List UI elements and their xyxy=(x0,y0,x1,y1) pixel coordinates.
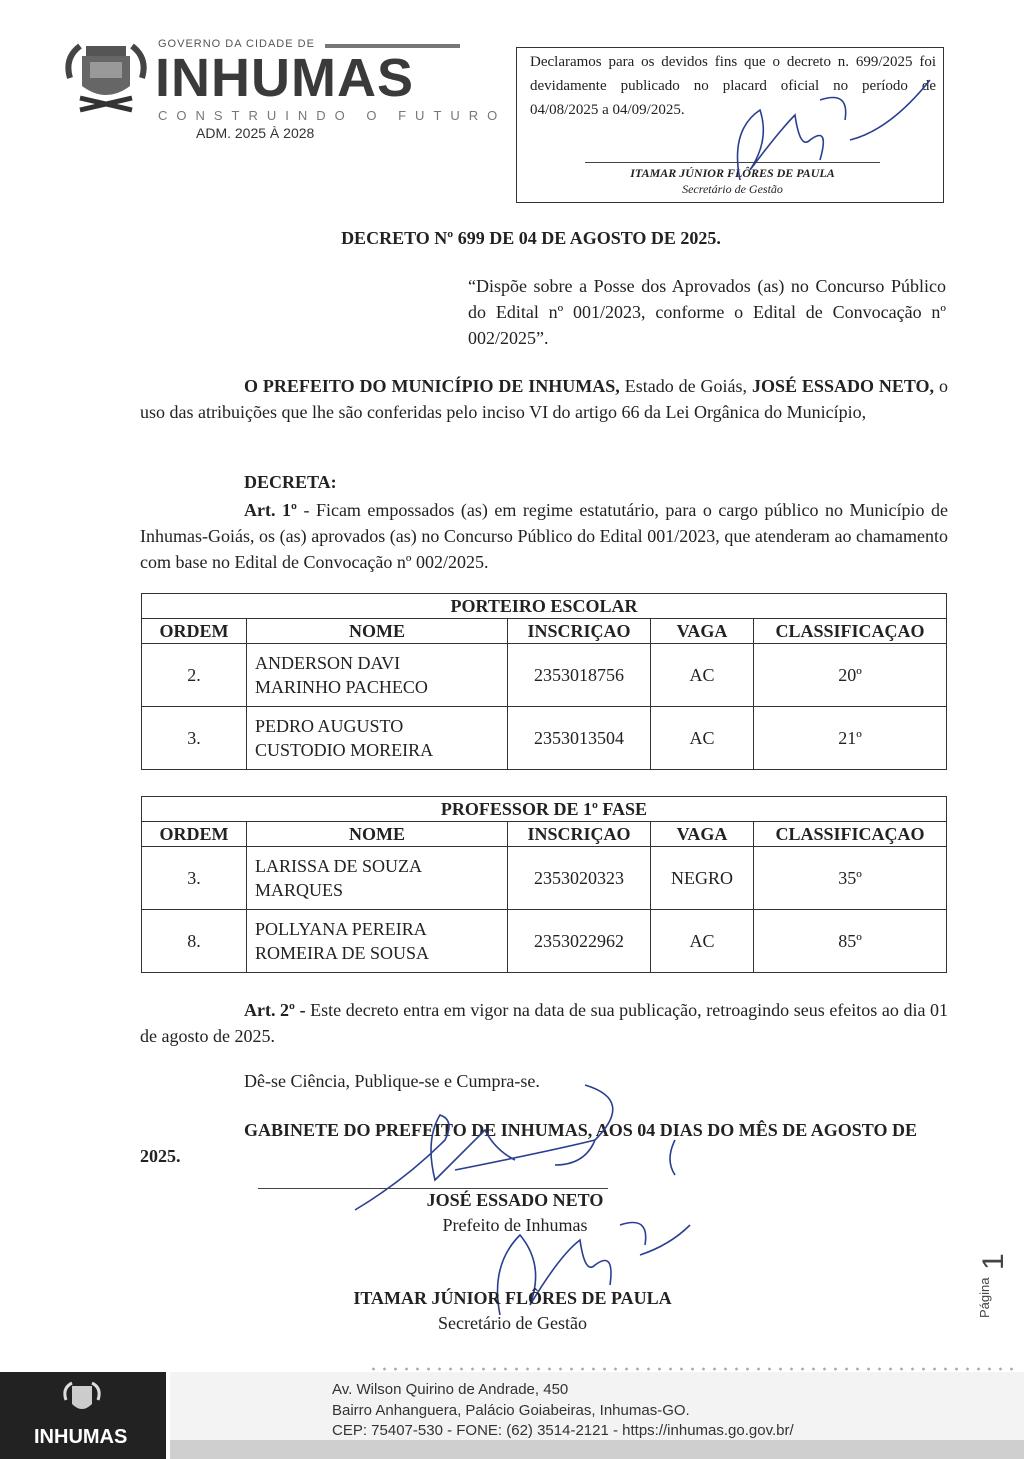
cell-classificacao: 20º xyxy=(754,644,947,707)
city-wordmark: INHUMAS xyxy=(155,48,414,108)
secretary-role: Secretário de Gestão xyxy=(438,1313,587,1333)
column-header-ordem: ORDEM xyxy=(142,822,247,847)
stamp-signer-name: ITAMAR JÚNIOR FLÔRES DE PAULA xyxy=(630,166,835,180)
cell-nome xyxy=(247,910,508,973)
mayor-signature-line xyxy=(258,1188,608,1189)
article-1 xyxy=(140,497,948,575)
cell-classificacao: 85º xyxy=(754,910,947,973)
stamp-handwritten-signature xyxy=(700,70,940,190)
cell-vaga: AC xyxy=(651,910,754,973)
column-header-classificacao: CLASSIFICAÇAO xyxy=(754,619,947,644)
porteiro-escolar-table xyxy=(141,593,947,770)
preamble-mayor-name: JOSÉ ESSADO NETO, xyxy=(751,376,935,396)
closing-formula: Dê-se Ciência, Publique-se e Cumpra-se. xyxy=(244,1071,540,1091)
footer-address-line-3: CEP: 75407-530 - FONE: (62) 3514-2121 - https://inhumas.go.gov.br/ xyxy=(332,1422,794,1439)
article-2 xyxy=(140,997,948,1049)
cell-nome xyxy=(247,707,508,770)
name-line-2: MARQUES xyxy=(255,880,344,900)
article-2-text: Este decreto entra em vigor na data de sua publicação, retroagindo seus efeitos ao dia 01 de agosto de 2025. xyxy=(140,1000,949,1046)
name-line-1: PEDRO AUGUSTO xyxy=(255,716,404,736)
cell-vaga: AC xyxy=(651,707,754,770)
cabinet-dateline: GABINETE DO PREFEITO DE INHUMAS, AOS 04 DIAS DO MÊS DE AGOSTO DE 2025. xyxy=(140,1120,917,1166)
name-line-1: POLLYANA PEREIRA xyxy=(255,919,427,939)
decree-title: DECRETO Nº 699 DE 04 DE AGOSTO DE 2025. xyxy=(341,228,721,248)
stamp-declaration: Declaramos para os devidos fins que o decreto n. 699/2025 foi devidamente publicado no placard oficial no período de 04/08/2025 a 04/09/2025. xyxy=(530,54,936,118)
column-header-classificacao: CLASSIFICAÇAO xyxy=(754,822,947,847)
column-header-ordem: ORDEM xyxy=(142,619,247,644)
professor-1-fase-table xyxy=(141,796,947,973)
preamble-text-2: o uso das atribuições que lhe são conferidas pelo inciso VI do artigo 66 da Lei Orgânica do Município, xyxy=(140,376,948,422)
page-number xyxy=(955,1240,1015,1320)
preamble xyxy=(140,373,948,425)
footer-address-line-1: Av. Wilson Quirino de Andrade, 450 xyxy=(332,1381,569,1398)
decree-summary: “Dispõe sobre a Posse dos Aprovados (as) no Concurso Público do Edital nº 001/2023, conforme o Edital de Convocação nº 002/2025”. xyxy=(468,276,946,348)
footer-address-line-2: Bairro Anhanguera, Palácio Goiabeiras, Inhumas-GO. xyxy=(332,1402,690,1419)
table-row xyxy=(142,707,947,770)
column-header-vaga: VAGA xyxy=(651,822,754,847)
footer-bar xyxy=(170,1440,1024,1459)
cell-classificacao: 21º xyxy=(754,707,947,770)
column-header-inscricao: INSCRIÇAO xyxy=(508,619,651,644)
column-header-inscricao: INSCRIÇAO xyxy=(508,822,651,847)
name-line-2: CUSTODIO MOREIRA xyxy=(255,740,434,760)
mayor-name: JOSÉ ESSADO NETO xyxy=(426,1190,604,1210)
cell-vaga: AC xyxy=(651,644,754,707)
name-line-2: MARINHO PACHECO xyxy=(255,677,428,697)
city-crest-logo xyxy=(60,38,152,120)
government-line: GOVERNO DA CIDADE DE xyxy=(158,38,315,50)
name-line-2: ROMEIRA DE SOUSA xyxy=(255,943,430,963)
footer-crest-icon xyxy=(60,1380,104,1420)
footer-city-wordmark: INHUMAS xyxy=(34,1426,128,1448)
table-row xyxy=(142,910,947,973)
column-header-nome: NOME xyxy=(247,822,508,847)
city-tagline: CONSTRUINDO O FUTURO xyxy=(158,108,507,123)
table-row xyxy=(142,644,947,707)
name-line-1: ANDERSON DAVI xyxy=(255,653,401,673)
cell-nome xyxy=(247,847,508,910)
mayor-role: Prefeito de Inhumas xyxy=(442,1215,588,1235)
column-header-vaga: VAGA xyxy=(651,619,754,644)
cell-inscricao: 2353013504 xyxy=(508,707,651,770)
preamble-text-1: Estado de Goiás, xyxy=(619,376,752,396)
table-caption: PORTEIRO ESCOLAR xyxy=(142,594,947,619)
name-line-1: LARISSA DE SOUZA xyxy=(255,856,423,876)
cell-inscricao: 2353020323 xyxy=(508,847,651,910)
secretary-name: ITAMAR JÚNIOR FLÔRES DE PAULA xyxy=(353,1288,672,1308)
cell-classificacao: 35º xyxy=(754,847,947,910)
cell-ordem: 3. xyxy=(142,847,247,910)
cell-nome xyxy=(247,644,508,707)
page-number-value: 1 xyxy=(977,1253,1010,1270)
stamp-signer-role: Secretário de Gestão xyxy=(682,182,783,196)
preamble-authority: O PREFEITO DO MUNICÍPIO DE INHUMAS, xyxy=(244,376,620,396)
page-label: Página xyxy=(977,1277,992,1318)
article-2-label: Art. 2º - xyxy=(244,1000,306,1020)
cell-vaga: NEGRO xyxy=(651,847,754,910)
decreta-heading: DECRETA: xyxy=(244,472,337,492)
cell-ordem: 2. xyxy=(142,644,247,707)
cell-inscricao: 2353022962 xyxy=(508,910,651,973)
article-1-label: Art. 1º xyxy=(244,500,297,520)
table-row xyxy=(142,847,947,910)
cell-ordem: 3. xyxy=(142,707,247,770)
cell-inscricao: 2353018756 xyxy=(508,644,651,707)
administration-period: ADM. 2025 À 2028 xyxy=(196,125,315,141)
cell-ordem: 8. xyxy=(142,910,247,973)
article-1-text: - Ficam empossados (as) em regime estatutário, para o cargo público no Município de Inhumas-Goiás, os (as) aprovados (as) no Concurso Público do Edital 001/2023, que atenderam ao chamamento com base no Edital de Convocação nº 002/2025. xyxy=(140,500,948,572)
table-caption: PROFESSOR DE 1º FASE xyxy=(142,797,947,822)
column-header-nome: NOME xyxy=(247,619,508,644)
